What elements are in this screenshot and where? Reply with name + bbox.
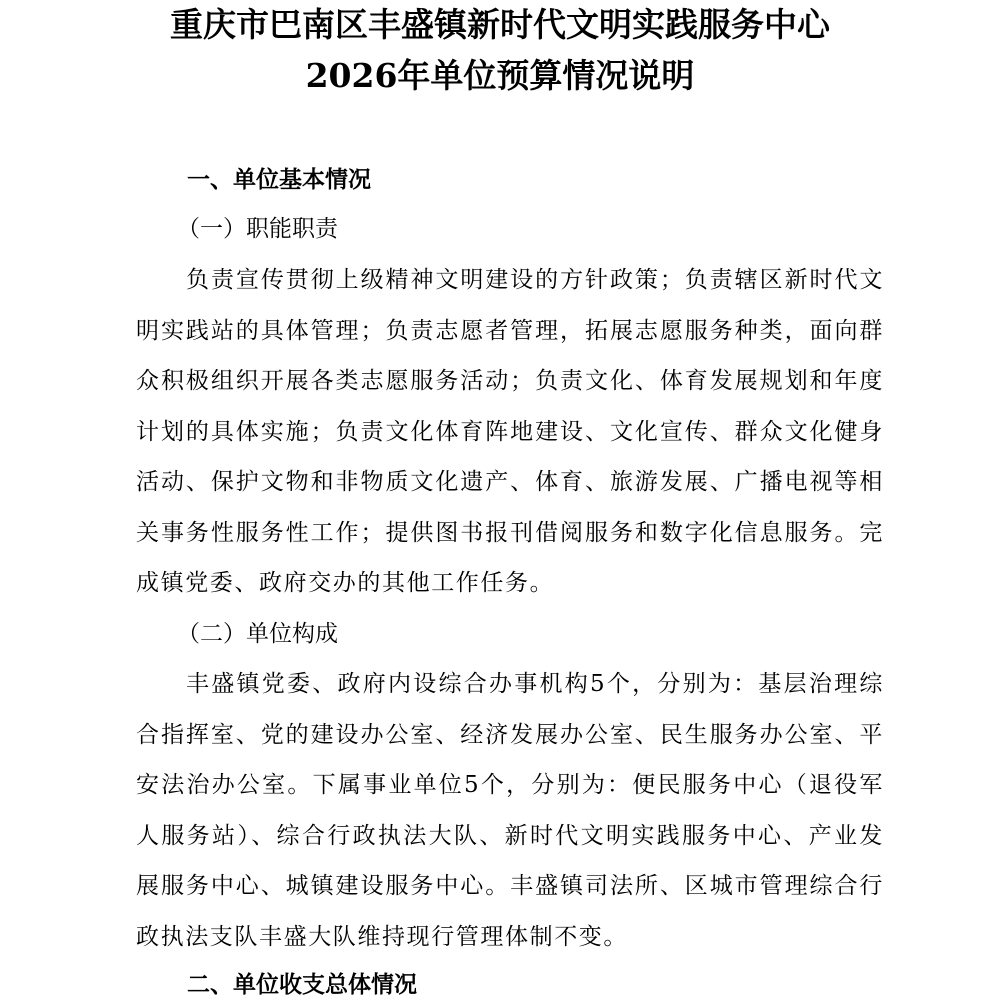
document-title-line-2: 2026年单位预算情况说明: [305, 56, 695, 95]
duties-paragraph: 负责宣传贯彻上级精神文明建设的方针政策；负责辖区新时代文明实践站的具体管理；负责志愿者管理，拓展志愿服务种类，面向群众积极组织开展各类志愿服务活动；负责文化、体育发展规划和年度计划的具体实施；负责文化体育阵地建设、文化宣传、群众文化健身活动、保护文物和非物质文化遗产、体育、旅游发展、广播电视等相关事务性服务性工作；提供图书报刊借阅服务和数字化信息服务。完成镇党委、政府交办的其他工作任务。: [136, 267, 884, 596]
subsection-1-heading: （一）职能职责: [177, 216, 338, 242]
section-1-heading: 一、单位基本情况: [187, 167, 371, 193]
section-2-heading: 二、单位收支总体情况: [187, 972, 417, 998]
document-title-line-1: 重庆市巴南区丰盛镇新时代文明实践服务中心: [170, 5, 830, 44]
subsection-2-heading: （二）单位构成: [177, 621, 338, 647]
composition-paragraph: 丰盛镇党委、政府内设综合办事机构5个，分别为：基层治理综合指挥室、党的建设办公室、经济发展办公室、民生服务办公室、平安法治办公室。下属事业单位5个，分别为：便民服务中心（退役军人服务站）、综合行政执法大队、新时代文明实践服务中心、产业发展服务中心、城镇建设服务中心。丰盛镇司法所、区城市管理综合行政执法支队丰盛大队维持现行管理体制不变。: [136, 671, 884, 950]
